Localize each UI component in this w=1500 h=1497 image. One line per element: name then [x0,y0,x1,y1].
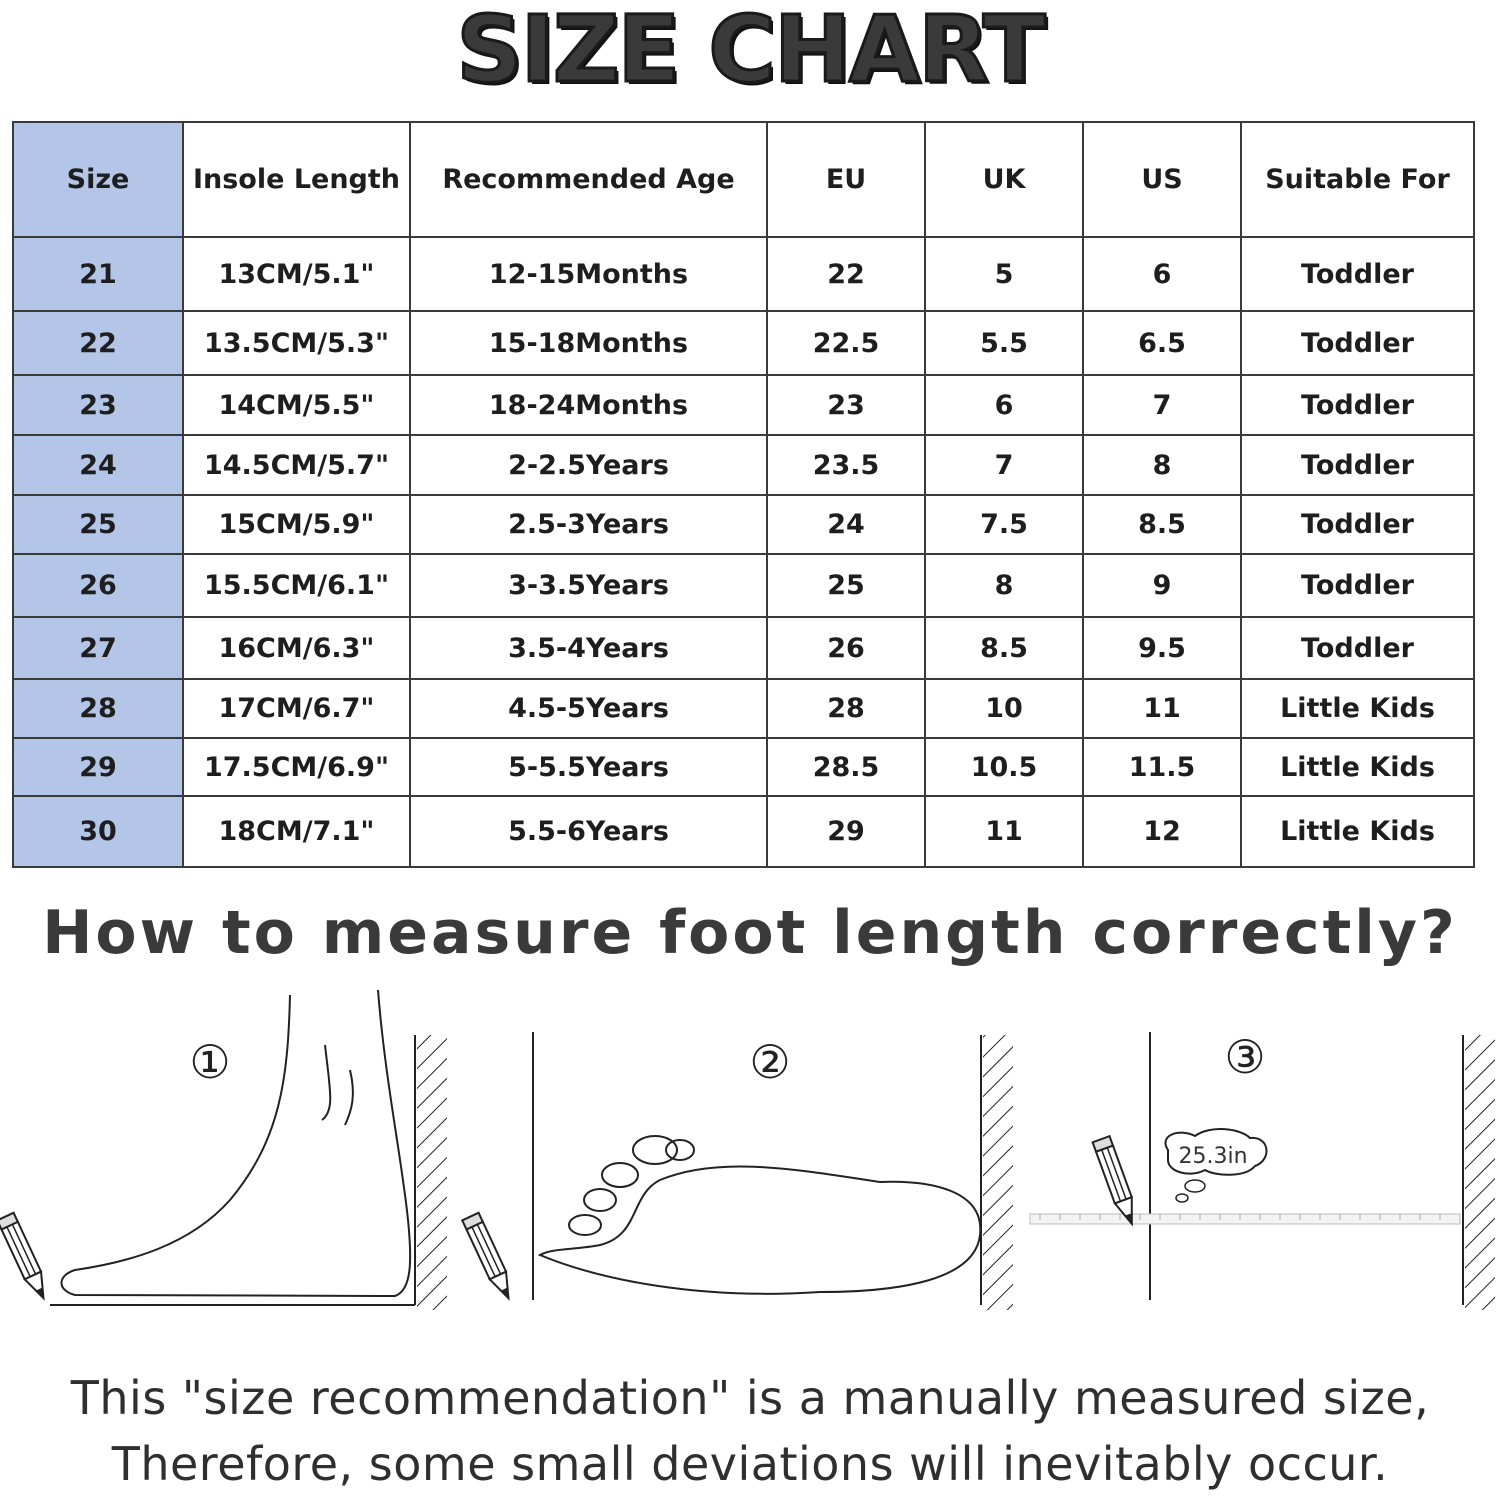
cell-size: 26 [13,554,183,617]
note-line-2: Therefore, some small deviations will inevitably occur. [111,1437,1389,1491]
cell-insole-length: 14.5CM/5.7" [183,435,410,495]
cell-size: 27 [13,617,183,679]
cell-eu: 23 [767,375,925,435]
step-3-illustration [1030,1030,1495,1310]
header-uk: UK [925,122,1083,237]
cell-suitable-for: Little Kids [1241,796,1474,867]
header-size: Size [13,122,183,237]
cell-us: 8.5 [1083,495,1241,554]
step-2-label: ② [749,1035,791,1089]
measuring-steps-illustration [0,985,1500,1325]
ruler [1030,1214,1460,1224]
cell-eu: 28.5 [767,738,925,796]
cell-size: 30 [13,796,183,867]
cell-eu: 28 [767,679,925,738]
cell-insole-length: 13CM/5.1" [183,237,410,311]
header-us: US [1083,122,1241,237]
table-row [13,495,1474,554]
cell-size: 21 [13,237,183,311]
table-row [13,738,1474,796]
cell-insole-length: 15.5CM/6.1" [183,554,410,617]
cell-recommended-age: 5.5-6Years [410,796,767,867]
cell-recommended-age: 12-15Months [410,237,767,311]
cell-recommended-age: 2.5-3Years [410,495,767,554]
cell-suitable-for: Little Kids [1241,679,1474,738]
header-recommended-age: Recommended Age [410,122,767,237]
header-suitable-for: Suitable For [1241,122,1474,237]
cell-suitable-for: Toddler [1241,237,1474,311]
table-header-row [13,122,1474,237]
table-row [13,375,1474,435]
step-2-illustration [462,1032,1013,1310]
step-3-label: ③ [1224,1030,1266,1084]
cell-suitable-for: Toddler [1241,375,1474,435]
step-1-label: ① [189,1035,231,1089]
size-chart-table [12,121,1475,868]
step-1-illustration [0,990,447,1310]
cell-us: 12 [1083,796,1241,867]
cell-insole-length: 17.5CM/6.9" [183,738,410,796]
cell-eu: 23.5 [767,435,925,495]
cell-insole-length: 18CM/7.1" [183,796,410,867]
cell-insole-length: 14CM/5.5" [183,375,410,435]
cell-size: 28 [13,679,183,738]
table-row [13,796,1474,867]
cell-us: 8 [1083,435,1241,495]
page-title: SIZE CHART [456,0,1044,103]
cell-recommended-age: 15-18Months [410,311,767,375]
cell-suitable-for: Little Kids [1241,738,1474,796]
header-insole-length: Insole Length [183,122,410,237]
cell-uk: 10.5 [925,738,1083,796]
cell-us: 11.5 [1083,738,1241,796]
cell-recommended-age: 3.5-4Years [410,617,767,679]
cell-us: 6.5 [1083,311,1241,375]
ruler-reading: 25.3in [1178,1144,1248,1169]
cell-us: 6 [1083,237,1241,311]
cell-insole-length: 13.5CM/5.3" [183,311,410,375]
cell-eu: 22.5 [767,311,925,375]
cell-suitable-for: Toddler [1241,617,1474,679]
cell-uk: 8 [925,554,1083,617]
cell-insole-length: 17CM/6.7" [183,679,410,738]
wall-hatch [1465,1035,1495,1310]
cell-uk: 10 [925,679,1083,738]
cell-insole-length: 16CM/6.3" [183,617,410,679]
cell-size: 29 [13,738,183,796]
cell-uk: 8.5 [925,617,1083,679]
wall-hatch [983,1035,1013,1310]
cell-suitable-for: Toddler [1241,311,1474,375]
cell-us: 9.5 [1083,617,1241,679]
header-eu: EU [767,122,925,237]
cell-insole-length: 15CM/5.9" [183,495,410,554]
cell-recommended-age: 2-2.5Years [410,435,767,495]
cell-eu: 24 [767,495,925,554]
table-row [13,554,1474,617]
pencil-icon [1093,1136,1141,1227]
cell-eu: 29 [767,796,925,867]
table-row [13,617,1474,679]
cell-eu: 25 [767,554,925,617]
cell-suitable-for: Toddler [1241,495,1474,554]
measure-heading: How to measure foot length correctly? [42,898,1458,968]
cell-uk: 7.5 [925,495,1083,554]
cell-recommended-age: 4.5-5Years [410,679,767,738]
cell-uk: 5.5 [925,311,1083,375]
cell-us: 9 [1083,554,1241,617]
cell-suitable-for: Toddler [1241,435,1474,495]
table-row [13,237,1474,311]
cell-us: 7 [1083,375,1241,435]
cell-recommended-age: 3-3.5Years [410,554,767,617]
wall-hatch [417,1035,447,1310]
cell-eu: 22 [767,237,925,311]
cell-size: 25 [13,495,183,554]
cell-eu: 26 [767,617,925,679]
cell-size: 24 [13,435,183,495]
cell-uk: 5 [925,237,1083,311]
cell-recommended-age: 18-24Months [410,375,767,435]
size-recommendation-note [0,1365,1500,1497]
cell-recommended-age: 5-5.5Years [410,738,767,796]
pencil-icon [462,1213,516,1302]
foot-sole-outline [540,1166,980,1293]
foot-side-outline [61,990,410,1296]
note-line-1: This "size recommendation" is a manually measured size, [70,1371,1430,1425]
cell-us: 11 [1083,679,1241,738]
cell-suitable-for: Toddler [1241,554,1474,617]
table-row [13,311,1474,375]
cell-size: 22 [13,311,183,375]
cell-size: 23 [13,375,183,435]
cell-uk: 11 [925,796,1083,867]
cell-uk: 6 [925,375,1083,435]
table-row [13,679,1474,738]
cell-uk: 7 [925,435,1083,495]
pencil-icon [0,1213,52,1302]
table-row [13,435,1474,495]
